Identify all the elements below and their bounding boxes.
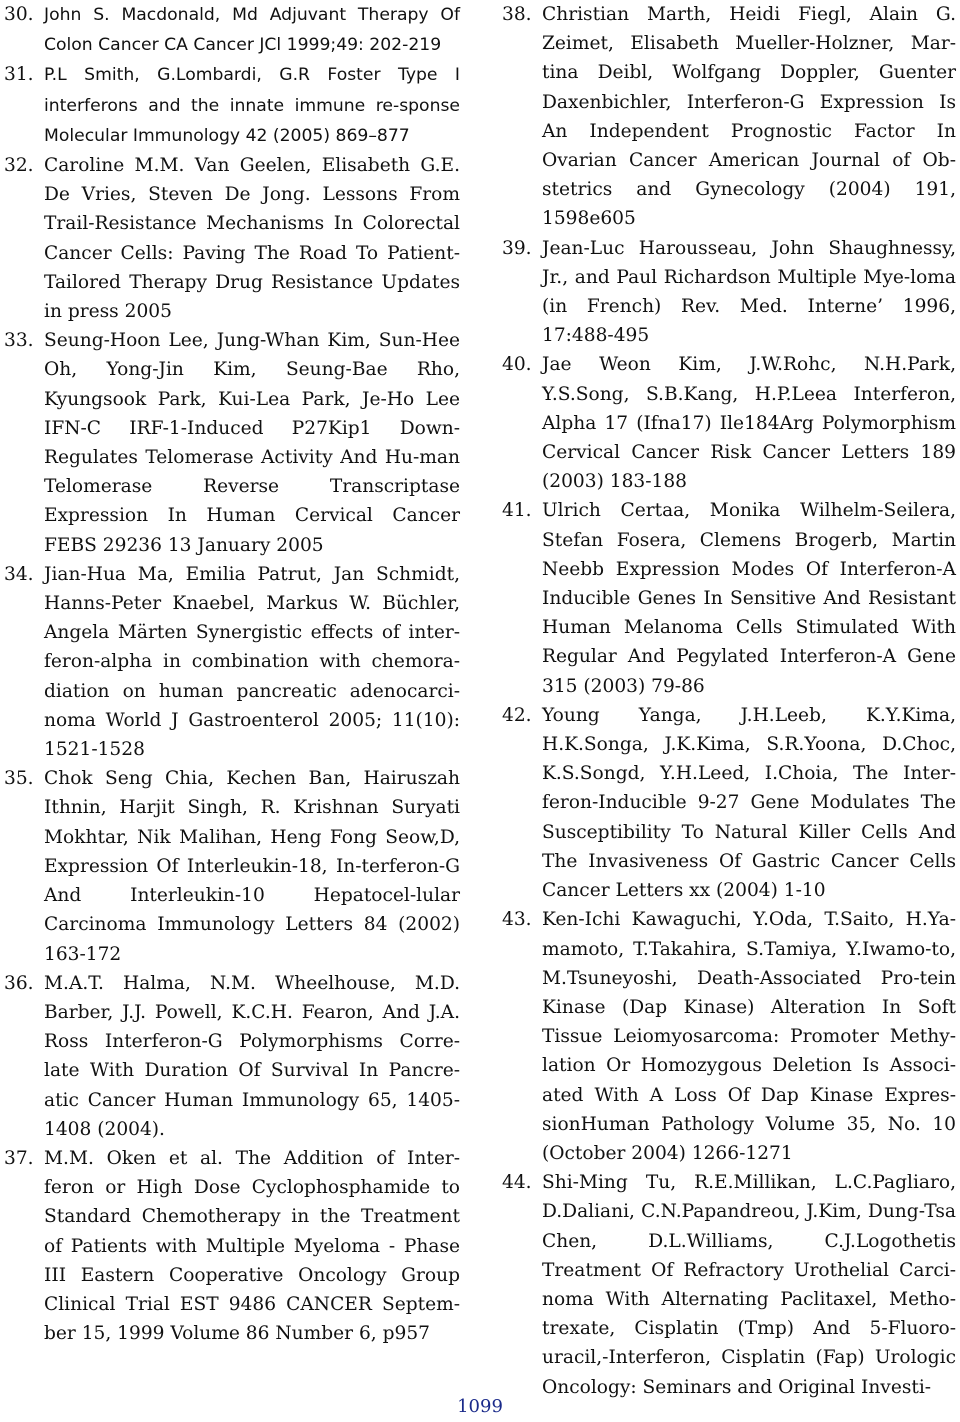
reference-list-left	[4, 0, 460, 1348]
reference-text: Christian Marth, Heidi Fiegl, Alain G. Zeimet, Elisabeth Mueller-Holzner, Mar-tina Deibl, Wolfgang Doppler, Guenter Daxenbichler, Interferon-G Expression Is An Independent Prognostic Factor In Ovarian Cancer American Journal of Ob-stetrics and Gynecology (2004) 191, 1598e605	[542, 4, 956, 230]
reference-text: John S. Macdonald, Md Adjuvant Therapy Of Colon Cancer CA Cancer JCl 1999;49: 202-219	[44, 5, 460, 56]
reference-38	[502, 0, 956, 234]
reference-number: 31.	[4, 64, 34, 86]
reference-36	[4, 969, 460, 1144]
reference-42	[502, 701, 956, 905]
reference-37	[4, 1144, 460, 1348]
reference-number: 30.	[4, 4, 34, 25]
reference-number: 40.	[502, 354, 532, 376]
reference-text: Jian-Hua Ma, Emilia Patrut, Jan Schmidt, Hanns-Peter Knaebel, Markus W. Büchler, Angela Märten Synergistic effects of inter-feron-alpha in combination with chemora-diation on human pancreatic adenocarci-noma World J Gastroenterol 2005; 11(10): 1521-1528	[44, 563, 460, 761]
reference-number: 39.	[502, 237, 532, 259]
reference-text: Jean-Luc Harousseau, John Shaughnessy, Jr., and Paul Richardson Multiple Mye-loma (in French) Rev. Med. Interne’ 1996, 17:488-495	[542, 237, 956, 347]
reference-text: Chok Seng Chia, Kechen Ban, Hairuszah Ithnin, Harjit Singh, R. Krishnan Suryati Mokhtar, Nik Malihan, Heng Fong Seow,D, Expression Of Interleukin-18, In-terferon-G And Interleukin-10 Hepatocel-lular Carcinoma Immunology Letters 84 (2002) 163-172	[44, 768, 460, 965]
reference-41	[502, 496, 956, 700]
reference-44	[502, 1168, 956, 1402]
reference-text: M.M. Oken et al. The Addition of Inter-feron or High Dose Cyclophosphamide to Standard Chemotherapy in the Treatment of Patients with Multiple Myeloma - Phase III Eastern Cooperative Oncology Group Clinical Trial EST 9486 CANCER Septem-ber 15, 1999 Volume 86 Number 6, p957	[44, 1147, 460, 1345]
reference-number: 44.	[502, 1172, 532, 1194]
reference-text: Caroline M.M. Van Geelen, Elisabeth G.E. De Vries, Steven De Jong. Lessons From Trail-Resistance Mechanisms In Colorectal Cancer Cells: Paving The Road To Patient-Tailored Therapy Drug Resistance Updates in press 2005	[44, 155, 460, 323]
reference-number: 42.	[502, 704, 532, 726]
reference-text: M.A.T. Halma, N.M. Wheelhouse, M.D. Barber, J.J. Powell, K.C.H. Fearon, And J.A. Ross Interferon-G Polymorphisms Corre-late With Duration Of Survival In Pancre-atic Cancer Human Immunology 65, 1405-1408 (2004).	[44, 972, 460, 1140]
reference-34	[4, 560, 460, 764]
reference-40	[502, 350, 956, 496]
reference-39	[502, 234, 956, 351]
reference-33	[4, 326, 460, 560]
reference-31	[4, 60, 460, 151]
reference-43	[502, 905, 956, 1168]
reference-number: 32.	[4, 155, 34, 177]
reference-number: 38.	[502, 4, 532, 25]
reference-number: 36.	[4, 972, 34, 994]
reference-number: 33.	[4, 330, 34, 352]
reference-35	[4, 764, 460, 968]
reference-text: Young Yanga, J.H.Leeb, K.Y.Kima, H.K.Songa, J.K.Kima, S.R.Yoona, D.Choc, K.S.Songd, Y.H.Leed, I.Choia, The Inter-feron-Inducible 9-27 Gene Modulates The Susceptibility To Natural Killer Cells And The Invasiveness Of Gastric Cancer Cells Cancer Letters xx (2004) 1-10	[542, 704, 956, 902]
reference-number: 35.	[4, 768, 34, 790]
reference-number: 34.	[4, 563, 34, 585]
reference-number: 37.	[4, 1147, 34, 1169]
reference-text: Shi-Ming Tu, R.E.Millikan, L.C.Pagliaro, D.Daliani, C.N.Papandreou, J.Kim, Dung-Tsa Chen, D.L.Williams, C.J.Logothetis Treatment Of Refractory Urothelial Carci-noma With Alternating Paclitaxel, Metho-trexate, Cisplatin (Tmp) And 5-Fluoro-uracil,-Interferon, Cisplatin (Fap) Urologic Oncology: Seminars and Original Investi-	[542, 1172, 956, 1398]
reference-list-right	[502, 0, 956, 1402]
page-number: 1099	[457, 1396, 503, 1417]
reference-text: Ulrich Certaa, Monika Wilhelm-Seilera, Stefan Fosera, Clemens Brogerb, Martin Neebb Expression Modes Of Interferon-A Inducible Genes In Sensitive And Resistant Human Melanoma Cells Stimulated With Regular And Pegylated Interferon-A Gene 315 (2003) 79-86	[542, 500, 956, 697]
reference-text: Jae Weon Kim, J.W.Rohc, N.H.Park, Y.S.Song, S.B.Kang, H.P.Leea Interferon, Alpha 17 (Ifna17) Ile184Arg Polymorphism Cervical Cancer Risk Cancer Letters 189 (2003) 183-188	[542, 354, 956, 493]
reference-number: 43.	[502, 909, 532, 931]
reference-30	[4, 0, 460, 60]
reference-text: P.L Smith, G.Lombardi, G.R Foster Type I interferons and the innate immune re-sponse Molecular Immunology 42 (2005) 869–877	[44, 65, 460, 146]
reference-number: 41.	[502, 500, 532, 522]
reference-text: Seung-Hoon Lee, Jung-Whan Kim, Sun-Hee Oh, Yong-Jin Kim, Seung-Bae Rho, Kyungsook Park, Kui-Lea Park, Je-Ho Lee IFN-C IRF-1-Induced P27Kip1 Down-Regulates Telomerase Activity And Hu-man Telomerase Reverse Transcriptase Expression In Human Cervical Cancer FEBS 29236 13 January 2005	[44, 330, 460, 556]
reference-32	[4, 151, 460, 326]
reference-text: Ken-Ichi Kawaguchi, Y.Oda, T.Saito, H.Ya-mamoto, T.Takahira, S.Tamiya, Y.Iwamo-to, M.Tsuneyoshi, Death-Associated Pro-tein Kinase (Dap Kinase) Alteration In Soft Tissue Leiomyosarcoma: Promoter Methy-lation Or Homozygous Deletion Is Associ-ated With A Loss Of Dap Kinase Expres-sionHuman Pathology Volume 35, No. 10 (October 2004) 1266-1271	[542, 909, 956, 1164]
